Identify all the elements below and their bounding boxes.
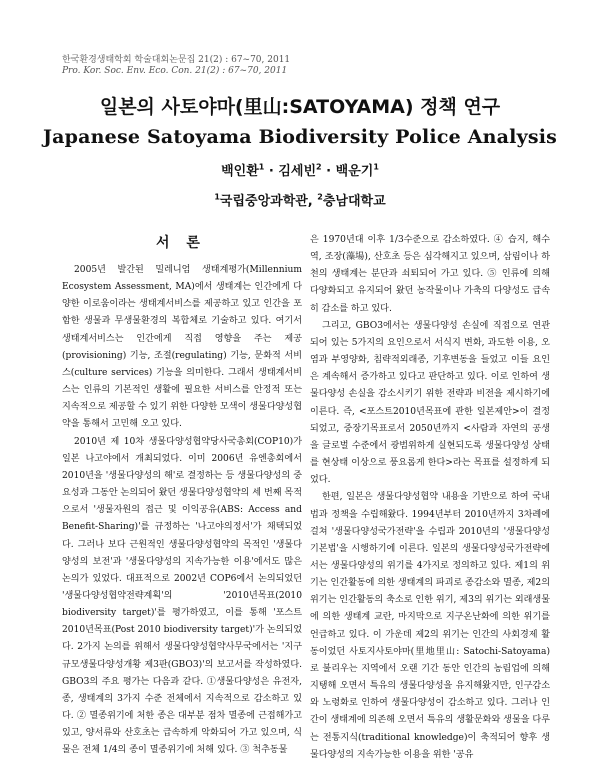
paragraph: 그리고, GBO3에서는 생물다양성 손실에 직접으로 연관되어 있는 5가지의 요인으로서 서식지 변화, 과도한 이용, 오염과 부영양화, 침략적외래종, 기후변동을 들었고 이들 요인은 계속해서 증가하고 있다고 판단하고 있다. 이로 인하여 생물다양성 손실을 감소시키기 위한 전략과 비전을 제시하기에 이른다. 즉, <포스트2010년목표에 관한 일본제안>이 결정되었고, 중장기목표로서 2050년까지 <사람과 자연의 공생을 글로벌 수준에서 광범위하게 실현되도록 생물다양성 상태를 현상태 이상으로 풍요롭게 한다>라는 목표를 설정하게 되었다. — [310, 320, 550, 486]
author-2: 김세빈 — [278, 164, 317, 179]
affiliation-1-mark: 1 — [214, 192, 220, 202]
affiliation-2-mark: 2 — [317, 192, 323, 202]
author-1: 백인환 — [221, 164, 259, 179]
section-heading-introduction: 서 론 — [156, 235, 206, 251]
author-line — [0, 160, 600, 179]
right-column — [310, 232, 550, 764]
paragraph: 한편, 일본은 생물다양성협약 내용을 기반으로 하여 국내법과 정책을 수립해왔다. 1994년부터 2010년까지 3차례에 걸쳐 '생물다양성국가전략'을 수립과 2010년의 '생물다양성기본법'을 시행하기에 이른다. 일본의 생물다양성국가전략에서는 생물다양성의 위기를 4가지로 정의하고 있다. 제1의 위기는 인간활동에 의한 생태계의 파괴로 종감소와 멸종, 제2의 위기는 인간활동의 축소로 인한 위기, 제3의 위기는 외래생물에 의한 생태계 교란, 마지막으로 지구온난화에 의한 위기를 언급하고 있다. 이 가운데 제2의 위기는 인간의 사회경제 활동이었던 사토지사토야마(里地里山: Satochi-Satoyama)로 불리우는 지역에서 오랜 기간 동안 인간의 농림업에 의해 지탱해 오면서 특유의 생물다양성을 유지해왔지만, 인구감소와 노령화로 인하여 생물다양성이 감소하고 있다. 그러나 인간이 생태계에 의존해 오면서 특유의 생활문화와 생물을 다루는 전통지식(traditional knowledge)이 축적되어 향후 생물다양성의 지속가능한 이용을 위한 '공유 — [310, 492, 550, 760]
author-3-affil: 1 — [373, 162, 379, 172]
author-2-affil: 2 — [316, 162, 322, 172]
author-separator: · — [268, 164, 274, 179]
journal-citation-korean: 한국환경생태학회 학술대회논문집 21(2) : 67~70, 2011 — [62, 55, 291, 65]
affiliation-2: 충남대학교 — [322, 194, 386, 209]
author-separator: · — [326, 164, 332, 179]
author-3: 백운기 — [335, 164, 374, 179]
paragraph: 은 1970년대 이후 1/3수준으로 감소하였다. ④ 습지, 해수역, 조장(藻場), 산호초 등은 심각해지고 있으며, 삼림이나 하천의 생태계는 분단과 쇠퇴되어 가고 있다. ⑤ 인류에 의해 다양화되고 유지되어 왔던 농작물이나 가축의 다양성도 급속히 감소를 하고 있다. — [310, 235, 550, 314]
journal-citation-english: Pro. Kor. Soc. Env. Eco. Con. 21(2) : 67~70, 2011 — [62, 66, 288, 76]
paragraph: 2010년 제 10차 생물다양성협약당사국총회(COP10)가 일본 나고야에서 개최되었다. 이미 2006년 유엔총회에서 2010년을 '생물다양성의 해'로 결정하는 등 생물다양성의 중요성과 그동안 논의되어 왔던 생물다양성협약의 세 번째 목적으로서 '생물자원의 접근 및 이익공유(ABS: Access and Benefit-Sharing)'를 규정하는 '나고야의정서'가 채택되었다. 그러나 보다 근원적인 생물다양성협약의 목적인 '생물다양성의 보전'과 '생물다양성의 지속가능한 이용'에서도 많은 논의가 있었다. 대표적으로 2002년 COP6에서 논의되었던 '생물다양성협약전략계획'의 '2010년목표(2010 biodiversity target)'를 평가하였고, 이를 통해 '포스트2010년목표(Post 2010 biodiversity target)'가 논의되었다. 2가지 논의를 위해서 생물다양성협약사무국에서는 '지구규모생물다양성개황 제3판(GBO3)'의 보고서를 작성하였다. GBO3의 주요 평가는 다음과 같다. ①생물다양성은 유전자, 종, 생태계의 3가지 수준 전체에서 지속적으로 감소하고 있다. ② 멸종위기에 처한 종은 대부분 점차 멸종에 근접해가고 있고, 양서류와 산호초는 급속하게 악화되어 가고 있으며, 식물은 전체 1/4의 종이 멸종위기에 처해 있다. ③ 척추동물 — [62, 436, 302, 756]
affiliation-1: 국립중앙과학관, — [219, 194, 313, 209]
affiliation-line — [0, 190, 600, 209]
author-1-affil: 1 — [258, 162, 265, 172]
title-korean: 일본의 사토야마(里山:SATOYAMA) 정책 연구 — [99, 96, 501, 118]
title-english: Japanese Satoyama Biodiversity Police Analysis — [42, 126, 558, 148]
paragraph: 2005년 발간된 밀레니엄 생태계평가(Millennium Ecosystem Assessment, MA)에서 생태계는 인간에게 다양한 이로움이라는 생태계서비스를 제공하고 있고 인간을 포함한 생물과 무생물환경의 복합체로 기술하고 있다. 여기서 생태계서비스는 인간에게 직접 영향을 주는 제공(provisioning) 기능, 조절(regulating) 기능, 문화적 서비스(culture services) 기능을 의미한다. 그래서 생태계서비스는 인류의 기본적인 생활에 필요한 서비스를 안정적 또는 지속적으로 제공할 수 있기 위한 다양한 모색이 생물다양성협약을 통해서 고민해 오고 있다. — [62, 265, 302, 430]
left-column — [62, 262, 302, 760]
